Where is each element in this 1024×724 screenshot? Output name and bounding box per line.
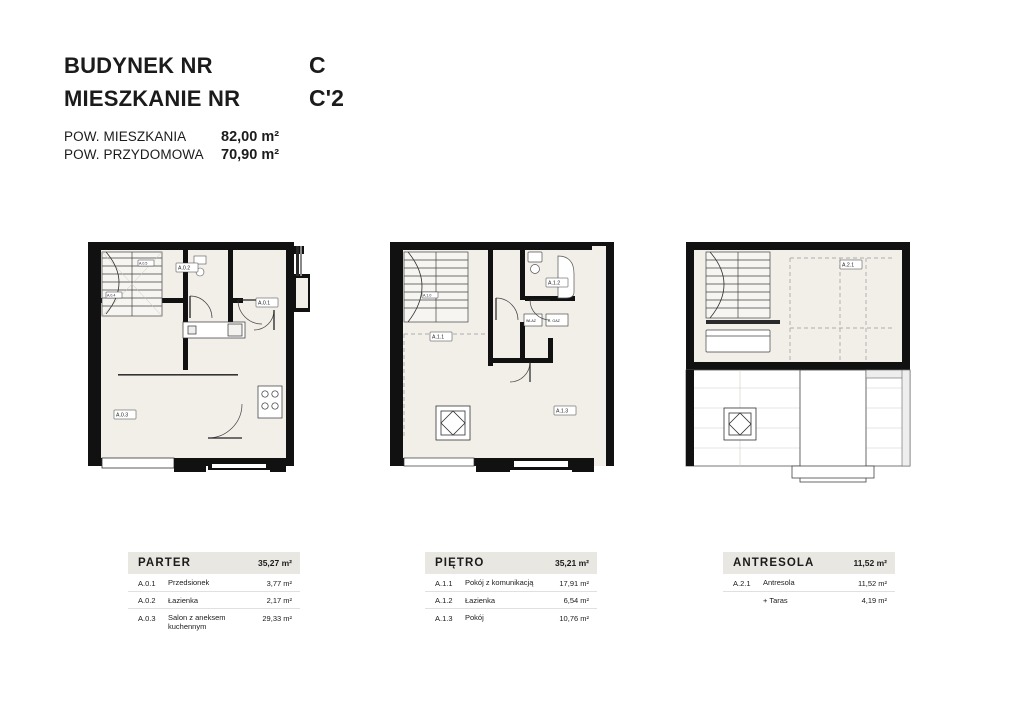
area-row (64, 129, 584, 145)
svg-text:A.1.0: A.1.0 (423, 293, 432, 298)
room-tag (106, 292, 122, 298)
apartment-row (64, 85, 584, 112)
building-row (64, 52, 584, 79)
table-total: 35,21 m² (554, 558, 589, 568)
parter-plan (78, 238, 326, 478)
room-area: 4,19 m² (861, 596, 887, 605)
room-code: A.0.3 (138, 613, 156, 623)
room-code: A.0.2 (138, 596, 156, 605)
room-desc: Antresola (763, 578, 795, 587)
table-row (128, 609, 300, 635)
table-row (425, 574, 597, 592)
room-tag (114, 410, 136, 419)
room-area: 6,54 m² (563, 596, 589, 605)
table-header (425, 552, 597, 574)
table-row (128, 592, 300, 610)
svg-text:A.1.3: A.1.3 (556, 408, 569, 415)
area-value: 70,90 m² (221, 147, 280, 163)
room-tag (554, 406, 576, 415)
area-label: POW. MIESZKANIA (64, 129, 187, 144)
building-label: BUDYNEK NR (64, 53, 213, 78)
area-row (64, 147, 584, 163)
room-tag (422, 292, 438, 298)
svg-text:A.1.2: A.1.2 (548, 280, 561, 287)
room-desc: Przedsionek (168, 578, 210, 587)
room-code (733, 596, 763, 597)
svg-text:A.0.5: A.0.5 (139, 261, 148, 266)
table-row (128, 574, 300, 592)
antresola-table (723, 552, 895, 608)
room-desc: Pokój (465, 613, 484, 622)
room-area: 29,33 m² (262, 613, 292, 623)
parter-table (128, 552, 300, 635)
table-title: PARTER (138, 557, 192, 569)
area-summary (64, 129, 584, 163)
room-desc: Łazienka (168, 595, 199, 605)
svg-text:A.2.1: A.2.1 (842, 262, 855, 269)
table-row (723, 592, 895, 609)
room-tag (256, 298, 278, 307)
table-title: PIĘTRO (435, 557, 485, 569)
svg-text:A.0.4: A.0.4 (107, 293, 116, 298)
room-tag (138, 260, 154, 266)
table-row (723, 574, 895, 592)
svg-text:WLAZ: WLAZ (526, 319, 536, 323)
room-code: A.1.1 (435, 578, 453, 588)
room-code: A.2.1 (733, 578, 751, 588)
table-row (425, 592, 597, 610)
area-label: POW. PRZYDOMOWA (64, 147, 204, 162)
room-area: 17,91 m² (559, 578, 589, 588)
apartment-label: MIESZKANIE NR (64, 86, 241, 111)
pietro-plan (380, 238, 628, 478)
room-code: A.0.1 (138, 578, 156, 588)
room-area: 3,77 m² (266, 578, 292, 588)
room-desc: Pokój z komunikacją (465, 578, 534, 587)
room-code: A.1.2 (435, 596, 453, 605)
room-desc: + Taras (763, 595, 788, 605)
svg-text:A.0.1: A.0.1 (258, 300, 271, 307)
svg-text:A.0.2: A.0.2 (178, 265, 191, 272)
room-desc: Salon z aneksem kuchennym (168, 613, 226, 632)
table-title: ANTRESOLA (733, 557, 815, 569)
building-value: C (309, 52, 326, 78)
room-code: A.1.3 (435, 613, 453, 623)
room-area: 10,76 m² (559, 613, 589, 623)
area-value: 82,00 m² (221, 129, 280, 145)
pietro-table (425, 552, 597, 626)
room-area: 11,52 m² (857, 578, 887, 588)
room-desc: Łazienka (465, 595, 496, 605)
svg-text:A.0.3: A.0.3 (116, 412, 129, 419)
header (64, 52, 584, 165)
room-tag (430, 332, 452, 341)
table-header (128, 552, 300, 574)
antresola-plan (680, 238, 940, 488)
room-tag (840, 260, 862, 269)
svg-text:K. GAZ: K. GAZ (548, 319, 560, 323)
room-area: 2,17 m² (266, 596, 292, 605)
room-tag (546, 278, 568, 287)
table-row (425, 609, 597, 626)
table-header (723, 552, 895, 574)
room-tag (176, 263, 198, 272)
table-total: 11,52 m² (853, 558, 887, 568)
apartment-value: C'2 (309, 85, 344, 111)
svg-text:A.1.1: A.1.1 (432, 334, 445, 341)
table-total: 35,27 m² (257, 558, 292, 568)
